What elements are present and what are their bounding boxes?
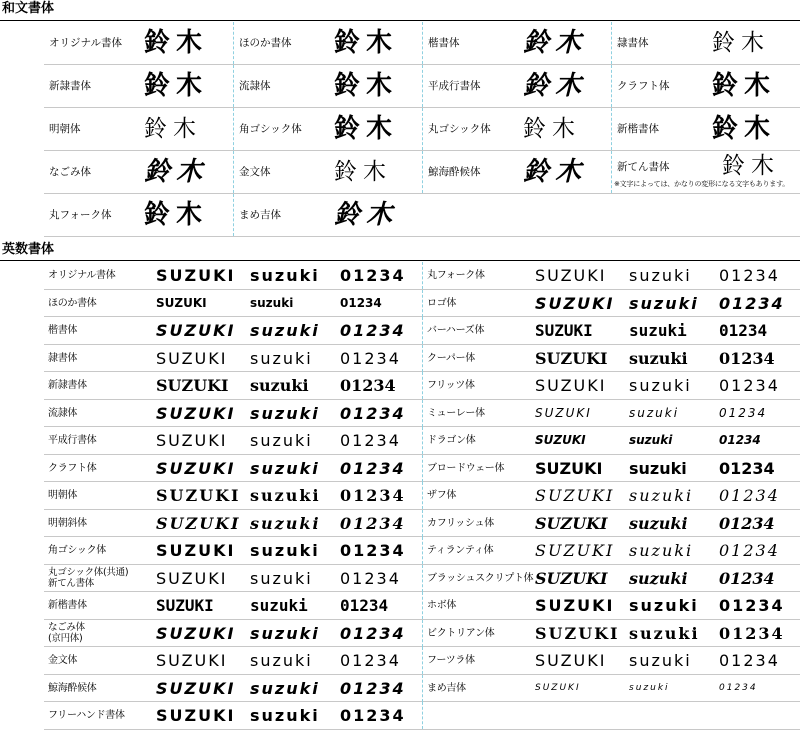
- font-sample-text: 鈴木: [712, 30, 770, 56]
- alphanumeric-font-cell: [44, 317, 422, 344]
- font-sample-lower: suzuki: [250, 376, 309, 395]
- font-sample-upper: SUZUKI: [156, 295, 207, 310]
- font-sample-digits: 01234: [719, 651, 780, 670]
- font-sample-lower: suzuki: [250, 431, 313, 450]
- font-name-label: [48, 702, 125, 729]
- alphanumeric-font-cell: [422, 317, 800, 344]
- alphanumeric-font-row: [44, 565, 800, 593]
- font-name-primary: 明朝斜体: [48, 517, 87, 529]
- font-sample-digits: 01234: [340, 431, 401, 450]
- font-sample-lower: suzuki: [250, 706, 320, 725]
- font-name-label: なごみ体: [49, 166, 91, 178]
- font-name-label: 金文体: [239, 166, 271, 178]
- font-sample-text: 鈴木: [334, 71, 399, 101]
- font-sample-text: 鈴木: [523, 116, 581, 142]
- japanese-font-cell: [422, 22, 611, 64]
- font-sample-lower: suzuki: [629, 682, 670, 693]
- font-sample-lower: suzuki: [250, 651, 313, 670]
- alphanumeric-font-row: [44, 537, 800, 565]
- font-sample-text: 鈴木: [144, 28, 209, 58]
- font-name-label: [427, 455, 504, 482]
- font-sample-upper: SUZUKI: [156, 623, 236, 643]
- font-sample-digits: 01234: [719, 376, 780, 395]
- font-sample-text: 鈴木: [712, 114, 777, 144]
- font-sample-digits: 01234: [340, 486, 406, 505]
- japanese-font-cell: [611, 108, 800, 150]
- alphanumeric-font-grid: [44, 262, 800, 730]
- font-sample-upper: SUZUKI: [156, 376, 229, 395]
- japanese-font-cell: [422, 108, 611, 150]
- font-name-label: 丸ゴシック体: [428, 123, 491, 135]
- font-name-label: [427, 510, 494, 537]
- font-sample-lower: suzuki: [250, 678, 320, 698]
- japanese-font-row: [44, 65, 800, 108]
- font-sample-lower: suzuki: [629, 623, 700, 643]
- font-name-label: オリジナル書体: [49, 37, 122, 49]
- font-sample-lower: suzuki: [629, 433, 673, 447]
- alphanumeric-font-cell: [44, 482, 422, 509]
- font-sample-upper: SUZUKI: [156, 458, 236, 478]
- font-name-suffix: (共通): [103, 566, 129, 578]
- font-sample-digits: 01234: [340, 623, 406, 643]
- alphanumeric-font-cell: [422, 675, 800, 702]
- font-sample-upper: SUZUKI: [156, 678, 236, 698]
- alphanumeric-font-row: [44, 262, 800, 290]
- font-name-label: [427, 675, 466, 702]
- japanese-font-cell: [611, 151, 800, 193]
- font-name-primary: フリッツ体: [427, 380, 475, 391]
- font-sample-upper: SUZUKI: [535, 596, 615, 615]
- alphanumeric-font-cell: [44, 345, 422, 372]
- font-sample-upper: SUZUKI: [156, 486, 241, 505]
- alphanumeric-font-cell: [422, 647, 800, 674]
- font-sample-lower: suzuki: [629, 596, 699, 615]
- alphanumeric-font-row: [44, 647, 800, 675]
- font-sample-upper: SUZUKI: [535, 541, 615, 560]
- alphanumeric-font-cell: [422, 400, 800, 427]
- font-name-label: [48, 537, 106, 564]
- alphanumeric-font-cell: [44, 427, 422, 454]
- font-name-label: [427, 482, 456, 509]
- font-sample-digits: 01234: [340, 513, 406, 533]
- font-sample-upper: SUZUKI: [535, 293, 615, 313]
- alphanumeric-font-row: [44, 510, 800, 538]
- alphanumeric-font-row: [44, 427, 800, 455]
- font-sample-upper: SUZUKI: [535, 513, 608, 533]
- font-sample-lower: suzuki: [629, 541, 694, 560]
- font-name-label: 楷書体: [428, 37, 460, 49]
- alphanumeric-font-cell: [44, 565, 422, 592]
- font-sample-upper: SUZUKI: [535, 348, 608, 368]
- font-sample-upper: SUZUKI: [535, 682, 581, 693]
- font-name-label: クラフト体: [617, 80, 670, 92]
- font-name-label: [48, 482, 77, 509]
- font-name-secondary: 新てん書体: [48, 577, 95, 589]
- font-name-label: [427, 592, 456, 619]
- font-sample-digits: 01234: [340, 266, 406, 285]
- font-sample-upper: SUZUKI: [156, 568, 228, 588]
- font-name-primary: フーツラ体: [427, 655, 475, 666]
- font-name-label: [48, 567, 128, 589]
- font-name-label: [48, 427, 97, 454]
- font-sample-upper: SUZUKI: [535, 405, 592, 420]
- font-name-primary: 明朝体: [48, 490, 78, 501]
- japanese-section-title: 和文書体: [2, 1, 55, 16]
- font-name-label: [48, 317, 77, 344]
- font-sample-upper: SUZUKI: [156, 321, 236, 340]
- font-name-primary: ホボ体: [427, 600, 457, 611]
- alphanumeric-font-cell: [422, 262, 800, 289]
- font-sample-text: 鈴木: [523, 71, 588, 101]
- japanese-font-row: [44, 108, 800, 151]
- font-name-primary: 隷書体: [48, 352, 78, 364]
- alphanumeric-font-row: [44, 345, 800, 373]
- font-sample-upper: SUZUKI: [535, 458, 603, 478]
- font-note: ※文字によっては、かなりの変形になる文字もあります。: [614, 180, 790, 188]
- font-sample-lower: suzuki: [629, 266, 692, 285]
- font-sample-upper: SUZUKI: [535, 568, 608, 588]
- font-name-label: 鯨海酔候体: [428, 166, 481, 178]
- font-sample-lower: suzuki: [250, 486, 321, 505]
- font-name-label: 新隷書体: [49, 80, 91, 92]
- alphanumeric-font-cell: [422, 345, 800, 372]
- font-name-primary: 丸ゴシック体: [48, 566, 104, 578]
- font-name-primary: 角ゴシック体: [48, 545, 106, 556]
- font-sample-upper: SUZUKI: [535, 321, 593, 340]
- alphanumeric-section-title: 英数書体: [2, 242, 55, 257]
- font-sample-digits: 01234: [719, 266, 780, 285]
- font-sample-lower: suzuki: [250, 295, 294, 310]
- font-name-label: [427, 317, 484, 344]
- font-sample-lower: suzuki: [250, 348, 313, 368]
- font-name-label: 平成行書体: [428, 80, 481, 92]
- alphanumeric-font-cell: [44, 675, 422, 702]
- font-name-label: [427, 345, 475, 372]
- font-sample-digits: 01234: [719, 596, 785, 615]
- alphanumeric-font-cell: [422, 620, 800, 647]
- japanese-font-cell: [422, 151, 611, 193]
- font-sample-digits: 01234: [719, 405, 768, 420]
- font-name-label: [48, 455, 97, 482]
- font-sample-digits: 01234: [340, 376, 396, 395]
- japanese-title-rule: [0, 20, 800, 21]
- font-sample-lower: suzuki: [629, 376, 692, 395]
- font-name-primary: ロゴ体: [427, 297, 457, 309]
- font-name-label: ほのか書体: [239, 37, 292, 49]
- font-name-label: [48, 675, 97, 702]
- font-sample-text: 鈴木: [334, 28, 399, 58]
- alphanumeric-font-row: [44, 455, 800, 483]
- font-name-primary: 新楷書体: [48, 600, 87, 611]
- alphanumeric-font-cell: [44, 537, 422, 564]
- font-name-label: [48, 345, 77, 372]
- font-name-label: 新楷書体: [617, 123, 659, 135]
- alphanumeric-font-row: [44, 592, 800, 620]
- font-sample-lower: suzuki: [629, 293, 699, 313]
- font-sample-upper: SUZUKI: [156, 706, 236, 725]
- font-sample-lower: suzuki: [250, 541, 320, 560]
- font-sample-lower: suzuki: [250, 568, 313, 588]
- font-sample-digits: 01234: [719, 458, 775, 478]
- alphanumeric-font-cell: [44, 400, 422, 427]
- font-name-primary: 金文体: [48, 655, 78, 666]
- alphanumeric-font-row: [44, 372, 800, 400]
- font-sample-digits: 01234: [719, 321, 768, 340]
- font-sample-digits: 01234: [719, 682, 758, 693]
- font-sample-digits: 01234: [340, 651, 401, 670]
- font-sample-digits: 01234: [340, 295, 382, 310]
- font-sample-upper: SUZUKI: [156, 596, 214, 615]
- alphanumeric-font-cell: [422, 427, 800, 454]
- font-sample-text: 鈴木: [144, 71, 209, 101]
- alphanumeric-font-row: [44, 675, 800, 703]
- font-sample-digits: 01234: [340, 348, 401, 368]
- japanese-font-row: [44, 194, 800, 237]
- font-sample-text: 鈴木: [144, 116, 202, 142]
- font-sample-upper: SUZUKI: [156, 431, 228, 450]
- japanese-font-cell: [233, 65, 422, 107]
- japanese-font-cell: [422, 65, 611, 107]
- font-name-label: [427, 537, 493, 564]
- alphanumeric-font-row: [44, 290, 800, 318]
- font-sample-digits: 01234: [340, 541, 406, 560]
- japanese-font-cell: [233, 151, 422, 193]
- font-sample-upper: SUZUKI: [535, 433, 586, 447]
- alphanumeric-font-cell: [422, 537, 800, 564]
- font-sample-upper: SUZUKI: [535, 376, 607, 395]
- font-sample-upper: SUZUKI: [156, 266, 236, 285]
- font-name-label: [427, 620, 495, 647]
- font-sample-lower: suzuki: [629, 458, 687, 478]
- font-name-primary: ミューレー体: [427, 407, 485, 419]
- font-sample-digits: 01234: [719, 293, 785, 313]
- alphanumeric-font-row: [44, 482, 800, 510]
- font-sample-upper: SUZUKI: [156, 541, 236, 560]
- japanese-font-cell: [44, 22, 233, 64]
- font-sample-digits: 01234: [340, 678, 406, 698]
- japanese-font-grid: [44, 22, 800, 237]
- japanese-font-cell: [611, 65, 800, 107]
- font-sample-text: 鈴木: [144, 157, 209, 187]
- font-name-primary: ティランティ体: [427, 545, 494, 556]
- font-sample-digits: 01234: [340, 458, 406, 478]
- font-sample-upper: SUZUKI: [535, 266, 607, 285]
- alphanumeric-font-cell: [422, 290, 800, 317]
- font-name-label: [48, 622, 85, 644]
- font-name-primary: ビクトリアン体: [427, 627, 495, 639]
- font-name-label: 明朝体: [49, 123, 81, 135]
- font-sample-upper: SUZUKI: [156, 513, 241, 533]
- japanese-font-cell: [233, 108, 422, 150]
- font-name-label: [427, 372, 475, 399]
- font-sample-lower: suzuki: [250, 266, 320, 285]
- alphanumeric-title-rule: [0, 260, 800, 261]
- font-name-primary: オリジナル書体: [48, 270, 116, 281]
- alphanumeric-font-cell: [44, 262, 422, 289]
- font-sample-lower: suzuki: [250, 321, 320, 340]
- font-sample-text: 鈴木: [334, 200, 399, 230]
- font-sample-upper: SUZUKI: [156, 403, 236, 423]
- font-sample-text: 鈴木: [334, 159, 392, 185]
- font-sample-text: 鈴木: [712, 71, 777, 101]
- font-name-label: [48, 372, 87, 399]
- japanese-font-cell: [611, 22, 800, 64]
- alphanumeric-font-cell: [44, 290, 422, 317]
- font-name-primary: 丸フォーク体: [427, 270, 485, 281]
- font-name-secondary: (京円体): [48, 632, 83, 644]
- japanese-font-cell: [44, 108, 233, 150]
- alphanumeric-font-cell: [44, 592, 422, 619]
- font-name-primary: カフリッシュ体: [427, 517, 494, 529]
- japanese-font-cell: [44, 65, 233, 107]
- font-name-label: [48, 510, 87, 537]
- font-name-label: [427, 565, 533, 592]
- font-sample-lower: suzuki: [629, 651, 692, 670]
- font-name-label: [427, 290, 456, 317]
- font-sample-text: 鈴木: [722, 153, 780, 179]
- font-name-label: 流隷体: [239, 80, 271, 92]
- font-name-label: [48, 400, 77, 427]
- font-sample-digits: 01234: [719, 433, 761, 447]
- font-name-primary: ブラッシュスクリプト体: [427, 572, 534, 584]
- font-sample-digits: 01234: [719, 541, 780, 560]
- alphanumeric-font-cell: [422, 592, 800, 619]
- alphanumeric-font-cell: [422, 482, 800, 509]
- font-sample-lower: suzuki: [629, 513, 688, 533]
- japanese-font-cell: [44, 194, 233, 236]
- font-name-label: 角ゴシック体: [239, 123, 302, 135]
- font-sample-upper: SUZUKI: [535, 651, 607, 670]
- font-sample-upper: SUZUKI: [535, 486, 615, 505]
- font-sample-lower: suzuki: [250, 513, 321, 533]
- font-sample-digits: 01234: [719, 623, 785, 643]
- alphanumeric-font-row: [44, 620, 800, 648]
- alphanumeric-font-cell: [44, 647, 422, 674]
- font-name-label: まめ吉体: [239, 209, 281, 221]
- font-name-label: [48, 647, 77, 674]
- alphanumeric-font-cell: [44, 455, 422, 482]
- font-sample-lower: suzuki: [250, 458, 320, 478]
- font-name-primary: ブロードウェー体: [427, 462, 505, 474]
- font-name-primary: 新隷書体: [48, 380, 87, 391]
- font-sample-upper: SUZUKI: [156, 651, 228, 670]
- font-sample-text: 鈴木: [523, 157, 588, 187]
- font-name-label: [48, 592, 87, 619]
- font-sample-lower: suzuki: [629, 348, 688, 368]
- font-sample-text: 鈴木: [144, 200, 209, 230]
- font-sample-upper: SUZUKI: [156, 348, 228, 368]
- font-sample-digits: 01234: [340, 403, 406, 423]
- font-name-label: [427, 400, 485, 427]
- font-sample-digits: 01234: [719, 348, 775, 368]
- alphanumeric-font-cell: [422, 510, 800, 537]
- font-sample-upper: SUZUKI: [535, 623, 620, 643]
- font-name-primary: ほのか書体: [48, 297, 97, 309]
- alphanumeric-font-cell: [422, 455, 800, 482]
- font-sample-text: 鈴木: [523, 28, 588, 58]
- font-name-label: [427, 427, 476, 454]
- alphanumeric-font-row: [44, 317, 800, 345]
- font-name-primary: ザフ体: [427, 490, 457, 501]
- font-name-label: 丸フォーク体: [49, 209, 112, 221]
- font-sample-digits: 01234: [340, 596, 389, 615]
- font-sample-text: 鈴木: [334, 114, 399, 144]
- alphanumeric-font-cell: [44, 620, 422, 647]
- font-name-label: [427, 647, 475, 674]
- font-sample-lower: suzuki: [629, 405, 680, 420]
- font-name-primary: 楷書体: [48, 325, 78, 336]
- font-sample-digits: 01234: [719, 486, 780, 505]
- font-name-primary: フリーハンド書体: [48, 710, 125, 721]
- japanese-font-row: [44, 151, 800, 194]
- font-name-primary: 流隷体: [48, 407, 78, 419]
- alphanumeric-font-cell: [422, 565, 800, 592]
- font-sample-digits: 01234: [719, 513, 775, 533]
- font-name-primary: ドラゴン体: [427, 435, 476, 446]
- font-sample-lower: suzuki: [629, 568, 688, 588]
- font-name-primary: 鯨海酔候体: [48, 682, 97, 694]
- font-sample-lower: suzuki: [250, 596, 308, 615]
- font-sample-lower: suzuki: [629, 321, 687, 340]
- alphanumeric-font-row: [44, 400, 800, 428]
- alphanumeric-font-row: [44, 702, 800, 730]
- font-sample-digits: 01234: [340, 706, 406, 725]
- font-name-label: [427, 262, 485, 289]
- font-sample-digits: 01234: [340, 321, 406, 340]
- font-name-primary: なごみ体: [48, 621, 85, 633]
- font-name-primary: 平成行書体: [48, 435, 97, 446]
- font-name-primary: まめ吉体: [427, 682, 466, 694]
- japanese-font-cell: [44, 151, 233, 193]
- font-name-label: 新てん書体: [617, 161, 670, 173]
- font-sample-lower: suzuki: [629, 486, 694, 505]
- font-sample-lower: suzuki: [250, 623, 320, 643]
- alphanumeric-font-cell: [422, 702, 800, 729]
- font-name-label: [48, 262, 115, 289]
- alphanumeric-font-cell: [44, 510, 422, 537]
- japanese-font-cell: [233, 194, 422, 236]
- alphanumeric-font-cell: [422, 372, 800, 399]
- font-sample-digits: 01234: [719, 568, 775, 588]
- font-name-label: 隷書体: [617, 37, 649, 49]
- japanese-font-cell: [233, 22, 422, 64]
- font-name-primary: バーハーズ体: [427, 325, 485, 336]
- alphanumeric-font-cell: [44, 372, 422, 399]
- font-sample-lower: suzuki: [250, 403, 320, 423]
- alphanumeric-font-cell: [44, 702, 422, 729]
- font-name-primary: クラフト体: [48, 462, 97, 474]
- font-sample-digits: 01234: [340, 568, 401, 588]
- font-name-label: [48, 290, 97, 317]
- font-name-primary: クーパー体: [427, 352, 475, 364]
- japanese-font-row: [44, 22, 800, 65]
